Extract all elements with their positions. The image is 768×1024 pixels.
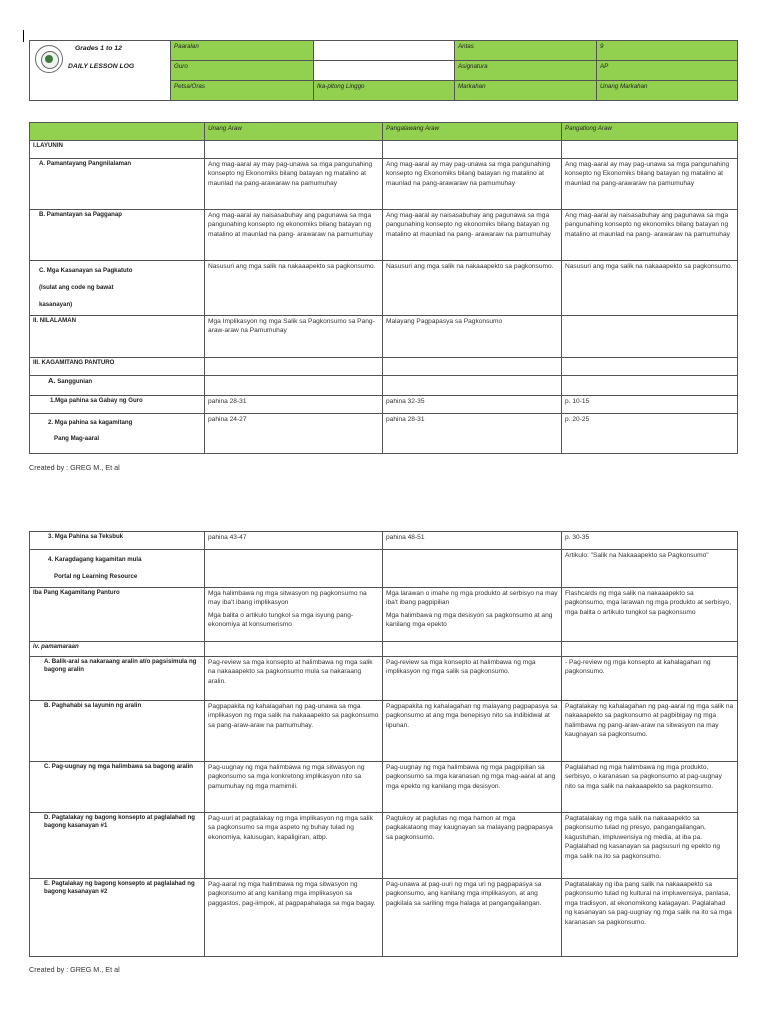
table-cell: [205, 550, 383, 588]
created-by-footer-2: Created by : GREG M., Et al: [29, 965, 120, 974]
table-cell: Pag-uugnay ng mga halimbawa ng mga sitwasyon ng pagkonsumo sa mga konkretong implikasyon nito sa pamumuhay ng mga mamimili.: [205, 762, 383, 813]
table-cell: Ang mag-aaral ay may pag-unawa sa mga pangunahing konsepto ng Ekonomiks bilang batayan ng matalino at maunlad na pang-arawaraw na pamumuhay: [205, 159, 383, 210]
header-table: [29, 40, 738, 101]
table-cell: Nasusuri ang mga salik na nakaaapekto sa pagkonsumo.: [562, 261, 738, 316]
row-label-kasanayan-pagkatuto: C. Mga Kasanayan sa Pagkatuto (Isulat ang code ng bawat kasanayan): [30, 261, 205, 316]
logo-cell: [30, 41, 171, 101]
pamamaraan-heading: iv. pamamaraan: [30, 642, 205, 657]
paaralan-value: [314, 41, 455, 61]
antas-value: 9: [597, 41, 738, 61]
row-label-bagong-konsepto-1: D. Pagtalakay ng bagong konsepto at paglalahad ng bagong kasanayan #1: [30, 813, 205, 879]
grades-label: Grades 1 to 12: [75, 45, 122, 52]
asignatura-value: AP: [597, 61, 738, 81]
deped-seal-logo: [32, 43, 66, 99]
row-label-iba-pang-kagamitan: Iba Pang Kagamitang Panturo: [30, 588, 205, 642]
table-cell: Pagpapakita ng kahalagahan ng pag-unawa sa mga implikasyon ng mga salik na nakaaapekto sa pagkonsumo sa pang-araw-araw na pamumuhay.: [205, 701, 383, 762]
lesson-table-2: [29, 531, 738, 957]
table-cell: [383, 550, 562, 588]
table-cell: Ang mag-aaral ay may pag-unawa sa mga pangunahing konsepto ng Ekonomiks bilang batayan ng matalino at maunlad na pang-arawaraw na pamumuhay: [383, 159, 562, 210]
table-cell: p. 10-15: [562, 396, 738, 414]
corner-cell: [30, 123, 205, 141]
col-header-day3: Pangatlong Araw: [562, 123, 738, 141]
guro-label: Guro: [171, 61, 314, 81]
table-cell: pahina 32-35: [383, 396, 562, 414]
table-cell: Ang mag-aaral ay naisasabuhay ang pagunawa sa mga pangunahing konsepto ng ekonomiks bilang batayan ng matalino at maunlad na pang- arawaraw na pamumuhay: [562, 210, 738, 261]
table-cell: Artikulo: "Salik na Nakaaapekto sa Pagkonsumo": [562, 550, 738, 588]
table-cell: Pag-review sa mga konsepto at halimbawa ng mga salik na nakaaapekto sa pagkonsumo mula sa nakaraang aralin.: [205, 657, 383, 701]
page-cursor-mark: [23, 30, 24, 42]
table-cell: Ang mag-aaral ay naisasabuhay ang pagunawa sa mga pangunahing konsepto ng ekonomiks bilang batayan ng matalino at maunlad na pang- arawaraw na pamumuhay: [205, 210, 383, 261]
row-label-pamantayang-pangnilalaman: A. Pamantayang Pangnilalaman: [30, 159, 205, 210]
table-cell: p. 30-35: [562, 532, 738, 550]
linggo-value: Ika-pitong Linggo: [314, 81, 455, 101]
paaralan-label: Paaralan: [171, 41, 314, 61]
table-cell: Pagtalakay ng kahalagahan ng pag-aaral ng mga salik na nakaaapekto sa pagkonsumo at pagbibigay ng mga halimbawa ng pang-araw-araw na sitwasyon na may kaugnayan sa pagkonsumo.: [562, 701, 738, 762]
row-label-sanggunian: A. Sanggunian: [30, 376, 205, 396]
asignatura-label: Asignatura: [455, 61, 597, 81]
table-cell: Pag-aaral ng mga halimbawa ng mga sitwasyon ng pagkonsumo at ang kanilang mga implikasyon sa paggastos, pag-iimpok, at pagpapahalaga sa mga bagay.: [205, 879, 383, 957]
table-cell: Flashcards ng mga salik na nakaaapekto sa pagkonsumo, mga larawan ng mga produkto at serbisyo, mga balita o artikulo tungkol sa pagkonsumo: [562, 588, 738, 642]
table-cell: Pagtatalakay ng iba pang salik na nakaaapekto sa pagkonsumo tulad ng kultural na impluwensiya, panlasa, mga tradisyon, at ekonomikong kalagayan. Paglalahad ng kasanayan sa pag-uugnay ng mga salik na ito sa mga karanasan sa pagkonsumo.: [562, 879, 738, 957]
table-cell: Pag-uuri at pagtalakay ng mga implikasyon ng mga salik sa pagkonsumo sa mga aspeto ng buhay tulad ng ekonomiya, kalusugan, kapaligiran, atbp.: [205, 813, 383, 879]
row-label-kagamitang-mag-aaral: 2. Mga pahina sa kagamitang Pang Mag-aaral: [30, 414, 205, 454]
table-cell: pahina 43-47: [205, 532, 383, 550]
table-cell: Pag-review sa mga konsepto at halimbawa ng mga implikasyon ng mga salik sa pagkonsumo.: [383, 657, 562, 701]
markahan-value: Unang Markahan: [597, 81, 738, 101]
row-label-paghahabi: B. Paghahabi sa layunin ng aralin: [30, 701, 205, 762]
table-cell: Ang mag-aaral ay naisasabuhay ang pagunawa sa mga pangunahing konsepto ng ekonomiks bilang batayan ng matalino at maunlad na pang- arawaraw na pamumuhay: [383, 210, 562, 261]
table-cell: Mga Implikasyon ng mga Salik sa Pagkonsumo sa Pang-araw-araw na Pamumuhay: [205, 316, 383, 358]
table-cell: [562, 316, 738, 358]
col-header-day1: Unang Araw: [205, 123, 383, 141]
table-cell: Mga halimbawa ng mga sitwasyon ng pagkonsumo na may iba't ibang implikasyon Mga balita o artikulo tungkol sa mga isyung pang-ekonomiya at konsumerismo: [205, 588, 383, 642]
created-by-footer-1: Created by : GREG M., Et al: [29, 463, 120, 472]
nilalaman-heading: II. NILALAMAN: [30, 316, 205, 358]
table-cell: Malayang Pagpapasya sa Pagkonsumo: [383, 316, 562, 358]
guro-value: [314, 61, 455, 81]
table-cell: Nasusuri ang mga salik na nakaaapekto sa pagkonsumo.: [383, 261, 562, 316]
table-cell: Paglalahad ng mga halimbawa ng mga produkto, serbisyo, o karanasan sa pagkonsumo at pag-uugnay nito sa mga salik na nakaaapekto sa pagkonsumo.: [562, 762, 738, 813]
row-label-karagdagang-kagamitan: 4. Karagdagang kagamitan mula Portal ng Learning Resource: [30, 550, 205, 588]
row-label-pag-uugnay: C. Pag-uugnay ng mga halimbawa sa bagong aralin: [30, 762, 205, 813]
lesson-table-1: [29, 122, 738, 454]
petsa-label: Petsa/Oras: [171, 81, 314, 101]
table-cell: Pagpapakita ng kahalagahan ng malayang pagpapasya sa pagkonsumo at ang mga benepisyo nito sa indibidwal at lipunan.: [383, 701, 562, 762]
layunin-heading: I.LAYUNIN: [30, 141, 205, 159]
markahan-label: Markahan: [455, 81, 597, 101]
table-cell: Ang mag-aaral ay may pag-unawa sa mga pangunahing konsepto ng Ekonomiks bilang batayan ng matalino at maunlad na pang-arawaraw na pamumuhay: [562, 159, 738, 210]
table-cell: Nasusuri ang mga salik na nakaaapekto sa pagkonsumo.: [205, 261, 383, 316]
doc-title: DAILY LESSON LOG: [68, 63, 135, 70]
table-cell: pahina 28-31: [205, 396, 383, 414]
table-cell: - Pag-review ng mga konsepto at kahalagahan ng pagkonsumo.: [562, 657, 738, 701]
table-cell: Pagtukoy at paglutas ng mga hamon at mga pagkakataong may kaugnayan sa malayang pagpapasya sa pagkonsumo.: [383, 813, 562, 879]
row-label-bagong-konsepto-2: E. Pagtalakay ng bagong konsepto at paglalahad ng bagong kasanayan #2: [30, 879, 205, 957]
table-cell: Mga larawan o imahe ng mga produkto at serbisyo na may iba't ibang pagpipilian Mga halimbawa ng mga desisyon sa pagkonsumo at ang kanilang mga epekto: [383, 588, 562, 642]
table-cell: pahina 24-27: [205, 414, 383, 454]
table-cell: Pagtatalakay ng mga salik na nakaaapekto sa pagkonsumo tulad ng presyo, pangangailangan, kagustuhan, impluwensiya ng media, at iba pa. Paglalahad ng kasanayan sa pagsusuri ng epekto ng mga salik na ito sa pagkonsumo.: [562, 813, 738, 879]
table-cell: pahina 28-31: [383, 414, 562, 454]
table-cell: Pag-uugnay ng mga halimbawa ng mga pagpipilian sa pagkonsumo sa mga karanasan ng mga mag-aaral at ang mga epekto ng kanilang mga desisyon.: [383, 762, 562, 813]
antas-label: Antas: [455, 41, 597, 61]
table-cell: Pag-unawa at pag-uuri ng mga uri ng pagpapasya sa pagkonsumo, ang kanilang mga implikasyon, at ang pagkilala sa sariling mga halaga at pangangailangan.: [383, 879, 562, 957]
kagamitang-panturo-heading: III. KAGAMITANG PANTURO: [30, 358, 205, 376]
row-label-pamantayan-pagganap: B. Pamantayan sa Pagganap: [30, 210, 205, 261]
row-label-teksbuk: 3. Mga Pahina sa Teksbuk: [30, 532, 205, 550]
col-header-day2: Pangalawang Araw: [383, 123, 562, 141]
row-label-gabay-guro: 1.Mga pahina sa Gabay ng Guro: [30, 396, 205, 414]
table-cell: p. 20-25: [562, 414, 738, 454]
row-label-balik-aral: A. Balik-aral sa nakaraang aralin at/o pagsisimula ng bagong aralin: [30, 657, 205, 701]
table-cell: pahina 48-51: [383, 532, 562, 550]
